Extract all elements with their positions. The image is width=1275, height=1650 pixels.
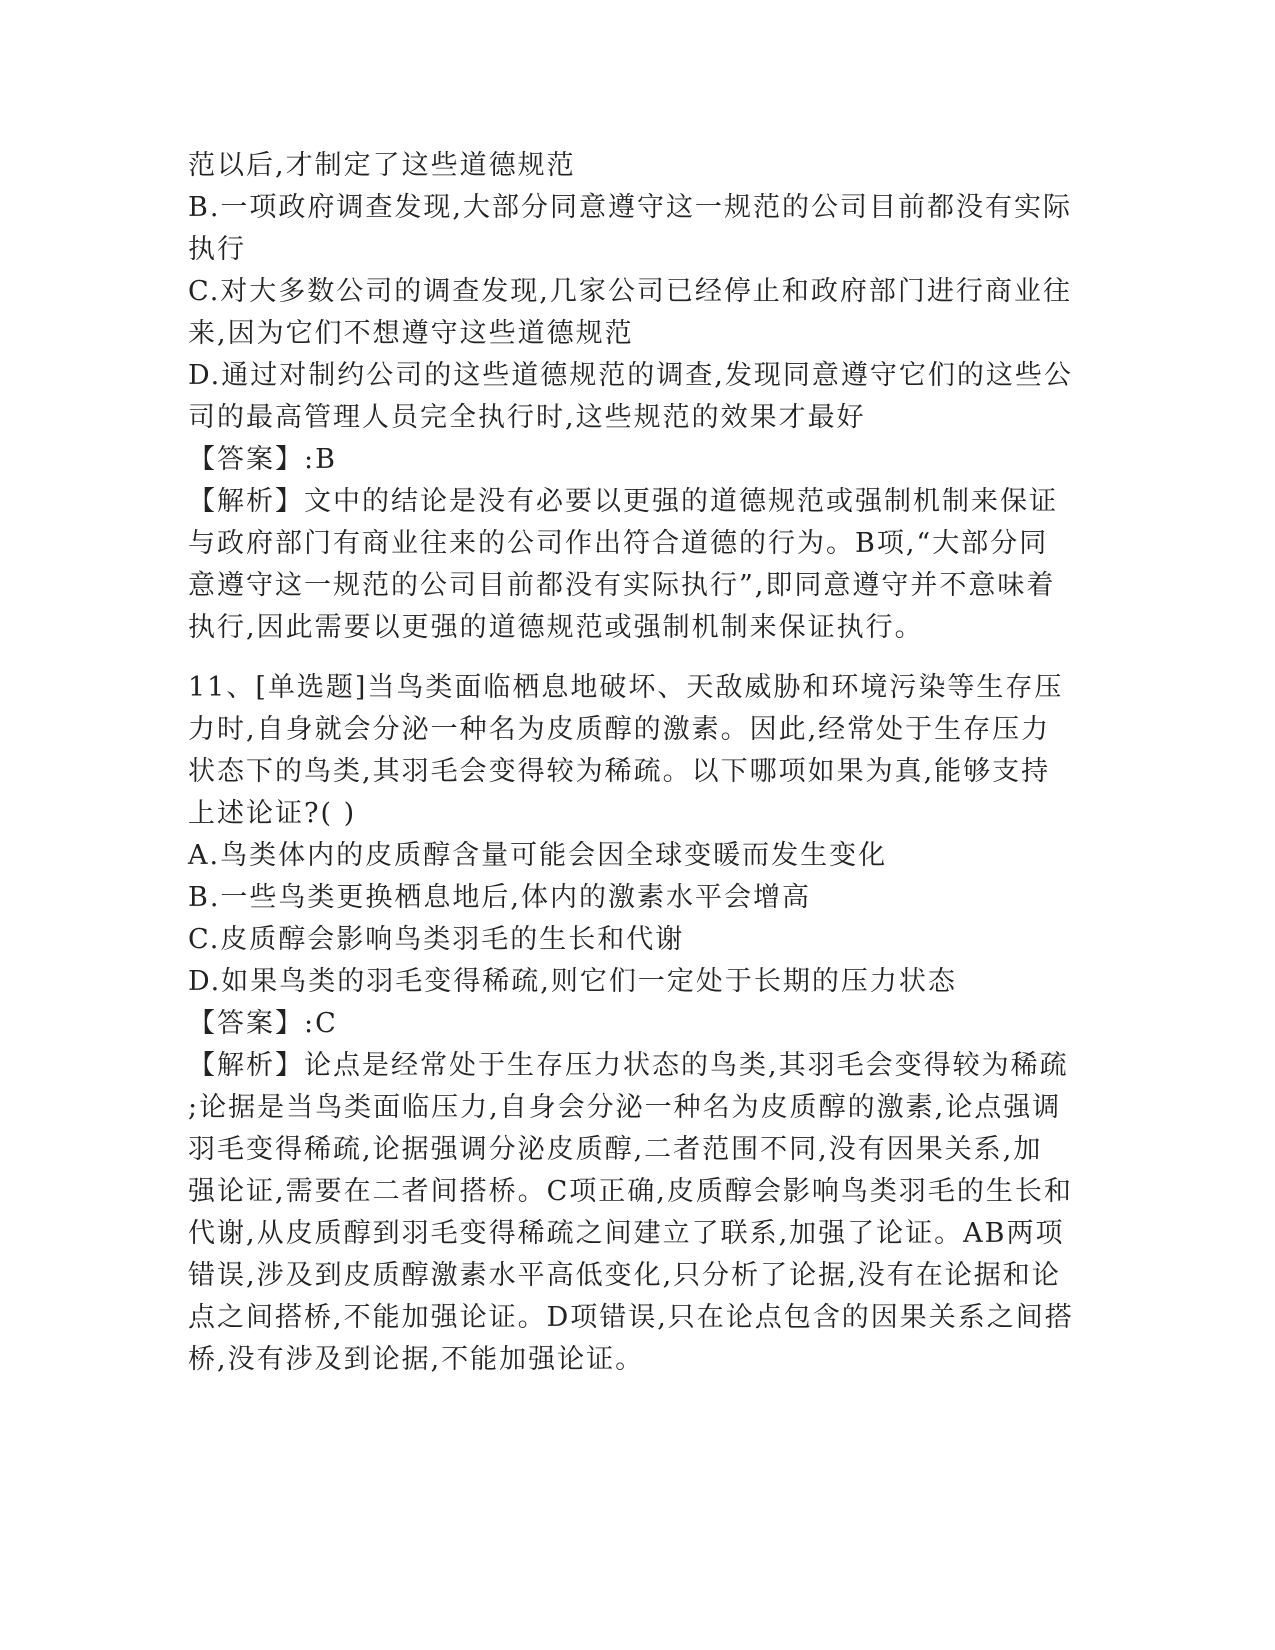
question-10-analysis-line-4: 执行,因此需要以更强的道德规范或强制机制来保证执行。: [188, 612, 924, 643]
question-11-analysis-line-4: 强论证,需要在二者间搭桥。C项正确,皮质醇会影响鸟类羽毛的生长和: [188, 1176, 1073, 1207]
question-10-option-b-line-1: B.一项政府调查发现,大部分同意遵守这一规范的公司目前都没有实际: [188, 192, 1073, 223]
question-11-stem-line-3: 状态下的鸟类,其羽毛会变得较为稀疏。以下哪项如果为真,能够支持: [188, 756, 1051, 787]
question-11-option-b: B.一些鸟类更换栖息地后,体内的激素水平会增高: [188, 882, 812, 913]
question-10-option-d-line-2: 司的最高管理人员完全执行时,这些规范的效果才最好: [188, 402, 866, 433]
question-11-analysis-line-7: 点之间搭桥,不能加强论证。D项错误,只在论点包含的因果关系之间搭: [188, 1302, 1074, 1333]
question-10-option-c-line-2: 来,因为它们不想遵守这些道德规范: [188, 318, 634, 349]
question-11-option-d: D.如果鸟类的羽毛变得稀疏,则它们一定处于长期的压力状态: [188, 966, 957, 997]
question-11-analysis-line-2: ;论据是当鸟类面临压力,自身会分泌一种名为皮质醇的激素,论点强调: [188, 1092, 1062, 1123]
question-11-analysis-line-3: 羽毛变得稀疏,论据强调分泌皮质醇,二者范围不同,没有因果关系,加: [188, 1134, 1043, 1165]
question-10-stem-end: 范以后,才制定了这些道德规范: [188, 150, 576, 181]
question-separator: [188, 649, 1088, 667]
question-11-option-a: A.鸟类体内的皮质醇含量可能会因全球变暖而发生变化: [188, 840, 888, 871]
question-10-tail: [188, 145, 1088, 649]
question-11-stem-line-4: 上述论证?( ): [188, 798, 357, 829]
question-11-stem-line-1: 11、[单选题]当鸟类面临栖息地破坏、天敌威胁和环境污染等生存压: [188, 672, 1064, 703]
question-11: [188, 667, 1088, 1381]
question-10-option-d-line-1: D.通过对制约公司的这些道德规范的调查,发现同意遵守它们的这些公: [188, 360, 1073, 391]
question-11-analysis-line-1: 【解析】论点是经常处于生存压力状态的鸟类,其羽毛会变得较为稀疏: [188, 1050, 1069, 1081]
document-content: [188, 145, 1088, 1381]
question-10-analysis-line-2: 与政府部门有商业往来的公司作出符合道德的行为。B项,“大部分同: [188, 528, 1049, 559]
question-10-answer: 【答案】:B: [188, 444, 337, 475]
question-11-answer: 【答案】:C: [188, 1008, 338, 1039]
question-10-analysis-line-3: 意遵守这一规范的公司目前都没有实际执行”,即同意遵守并不意味着: [188, 570, 1056, 601]
question-10-option-b-line-2: 执行: [188, 234, 246, 265]
question-11-analysis-line-6: 错误,涉及到皮质醇激素水平高低变化,只分析了论据,没有在论据和论: [188, 1260, 1061, 1291]
question-11-stem-line-2: 力时,自身就会分泌一种名为皮质醇的激素。因此,经常处于生存压力: [188, 714, 1051, 745]
question-10-option-c-line-1: C.对大多数公司的调查发现,几家公司已经停止和政府部门进行商业往: [188, 276, 1072, 307]
question-11-analysis-line-8: 桥,没有涉及到论据,不能加强论证。: [188, 1344, 645, 1375]
question-11-analysis-line-5: 代谢,从皮质醇到羽毛变得稀疏之间建立了联系,加强了论证。AB两项: [188, 1218, 1065, 1249]
question-11-option-c: C.皮质醇会影响鸟类羽毛的生长和代谢: [188, 924, 685, 955]
question-10-analysis-line-1: 【解析】文中的结论是没有必要以更强的道德规范或强制机制来保证: [188, 486, 1058, 517]
